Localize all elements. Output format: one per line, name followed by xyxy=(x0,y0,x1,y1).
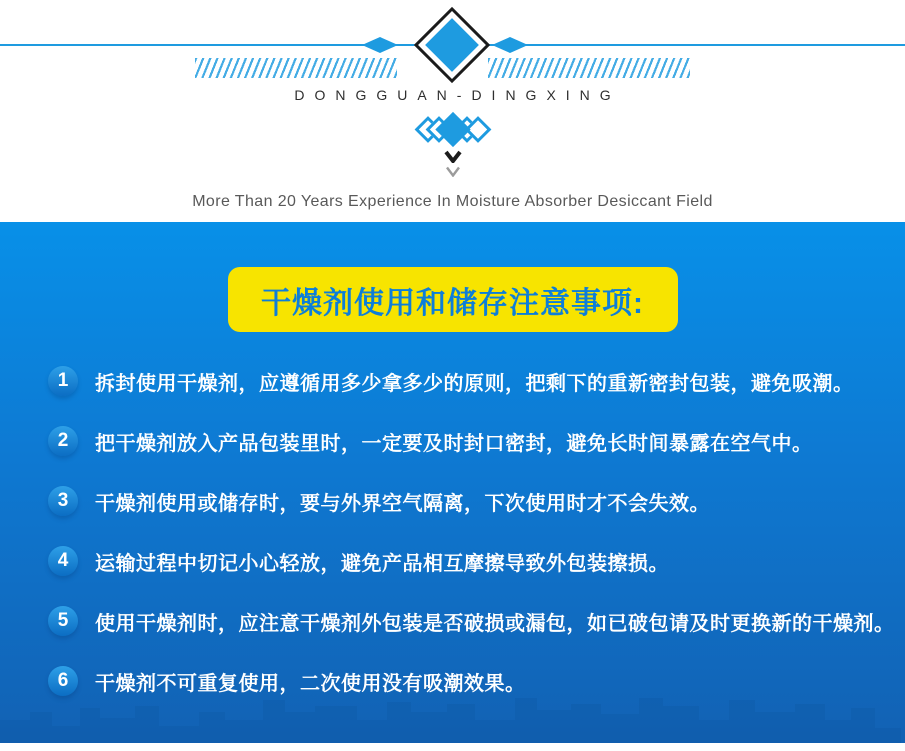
item-text: 拆封使用干燥剂，应遵循用多少拿多少的原则，把剩下的重新密封包装，避免吸潮。 xyxy=(95,372,854,395)
brand-diamond-icon xyxy=(414,7,490,83)
brand-tagline: More Than 20 Years Experience In Moisture Absorber Desiccant Field xyxy=(192,193,713,210)
diamond-divider-icon xyxy=(422,117,483,142)
notice-item-3 xyxy=(0,471,905,531)
chevron-down-icon xyxy=(444,150,462,163)
rhombus-left-icon xyxy=(362,37,398,53)
chevron-down-icon-muted xyxy=(445,166,460,177)
item-number-badge: 6 xyxy=(48,666,78,696)
notice-item-2 xyxy=(0,411,905,471)
notice-panel xyxy=(0,222,905,747)
item-number-badge: 3 xyxy=(48,486,78,516)
notice-list xyxy=(0,351,905,711)
brand-diamond-fill xyxy=(425,18,479,72)
bottom-white-strip xyxy=(0,743,905,747)
notice-item-6 xyxy=(0,651,905,711)
brand-header xyxy=(0,0,905,222)
item-text: 干燥剂使用或储存时，要与外界空气隔离，下次使用时才不会失效。 xyxy=(95,492,710,515)
notice-item-4 xyxy=(0,531,905,591)
brand-name: DONGGUAN-DINGXING xyxy=(294,87,621,103)
item-text: 干燥剂不可重复使用，二次使用没有吸潮效果。 xyxy=(95,672,526,695)
notice-item-5 xyxy=(0,591,905,651)
hatch-stripes-right-decoration xyxy=(488,58,690,78)
notice-title: 干燥剂使用和储存注意事项: xyxy=(228,267,678,332)
notice-item-1 xyxy=(0,351,905,411)
item-text: 使用干燥剂时，应注意干燥剂外包装是否破损或漏包，如已破包请及时更换新的干燥剂。 xyxy=(95,612,895,635)
item-number-badge: 1 xyxy=(48,366,78,396)
item-number-badge: 4 xyxy=(48,546,78,576)
item-number-badge: 5 xyxy=(48,606,78,636)
item-text: 把干燥剂放入产品包装里时，一定要及时封口密封，避免长时间暴露在空气中。 xyxy=(95,432,813,455)
rhombus-right-icon xyxy=(492,37,528,53)
hatch-stripes-left-decoration xyxy=(195,58,397,78)
item-number-badge: 2 xyxy=(48,426,78,456)
item-text: 运输过程中切记小心轻放，避免产品相互摩擦导致外包装擦损。 xyxy=(95,552,669,575)
